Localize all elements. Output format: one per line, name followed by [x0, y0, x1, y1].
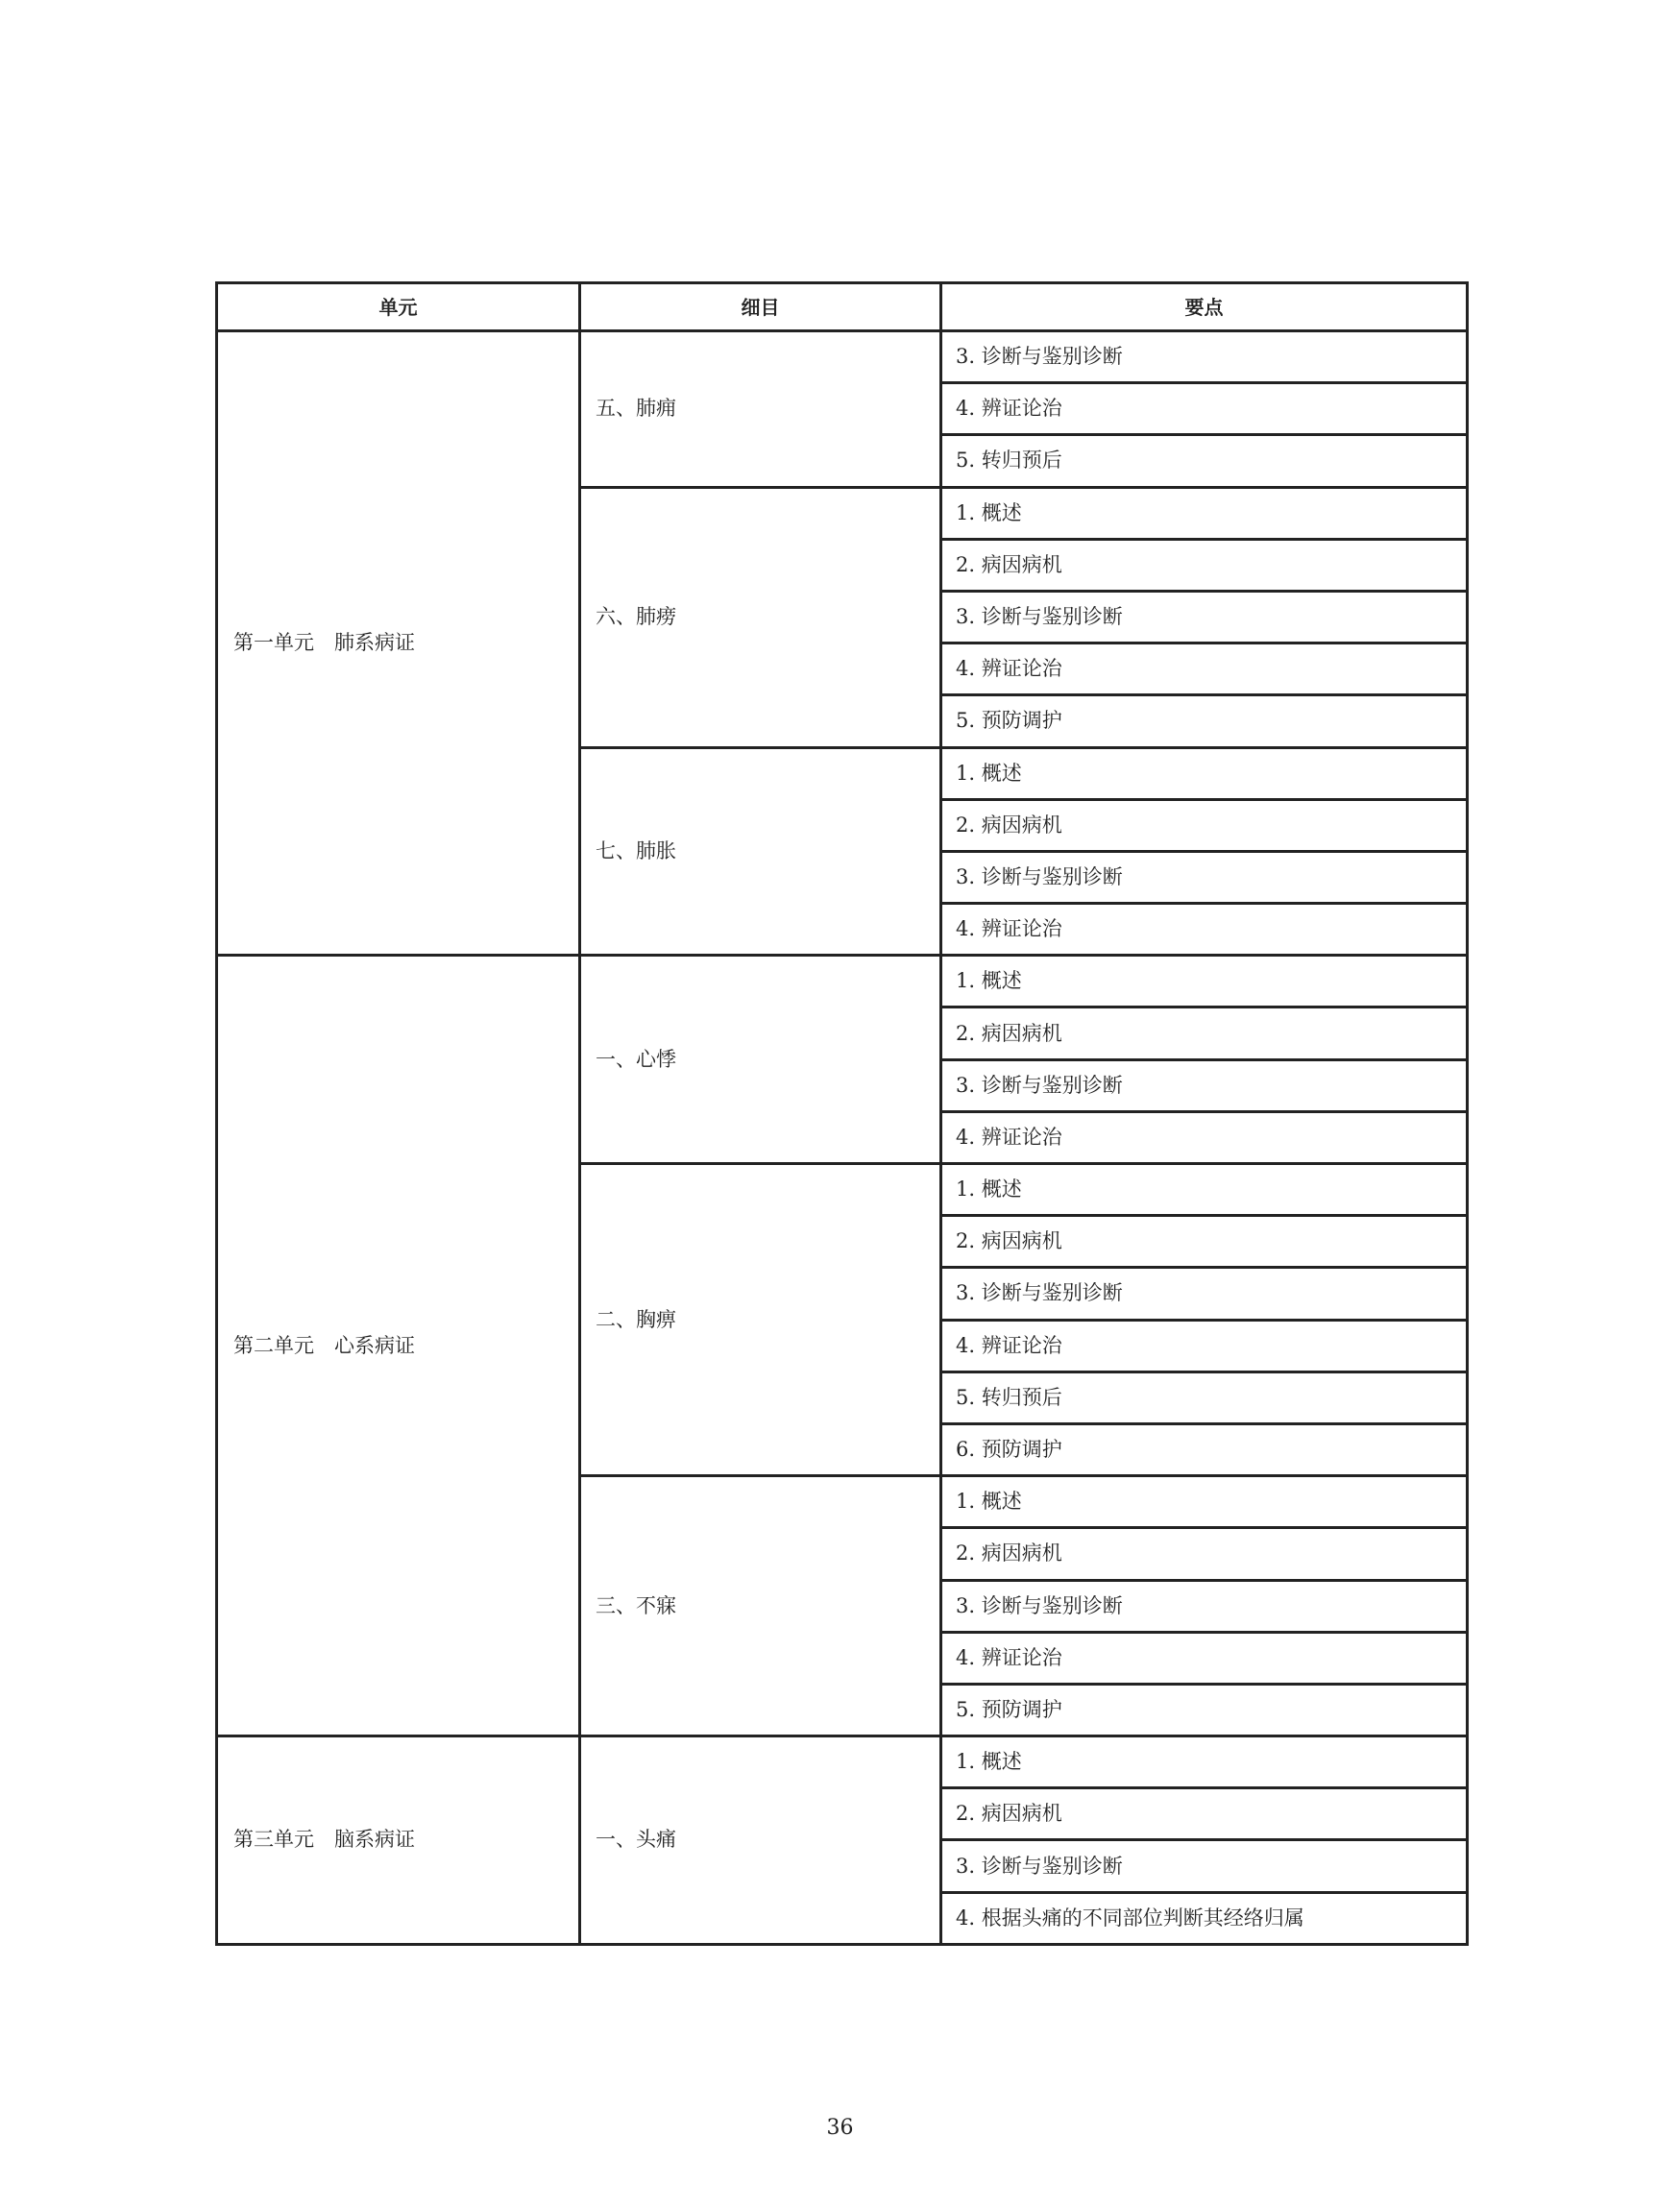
point-cell: 3. 诊断与鉴别诊断: [941, 851, 1468, 903]
point-cell: 2. 病因病机: [941, 539, 1468, 591]
item-cell: 二、胸痹: [580, 1164, 941, 1476]
header-unit: 单元: [217, 283, 580, 331]
syllabus-table: [215, 281, 1469, 1946]
unit-cell: 第一单元 肺系病证: [217, 331, 580, 956]
point-cell: 4. 辨证论治: [941, 1111, 1468, 1163]
point-cell: 5. 预防调护: [941, 695, 1468, 747]
item-cell: 七、肺胀: [580, 747, 941, 956]
point-cell: 1. 概述: [941, 1736, 1468, 1788]
point-cell: 2. 病因病机: [941, 1788, 1468, 1840]
header-item: 细目: [580, 283, 941, 331]
point-cell: 6. 预防调护: [941, 1423, 1468, 1475]
item-cell: 一、心悸: [580, 956, 941, 1164]
point-cell: 5. 转归预后: [941, 435, 1468, 487]
point-cell: 2. 病因病机: [941, 799, 1468, 851]
point-cell: 5. 转归预后: [941, 1372, 1468, 1423]
page-number: 36: [826, 2116, 854, 2140]
item-cell: 六、肺痨: [580, 487, 941, 747]
point-cell: 1. 概述: [941, 1476, 1468, 1528]
point-cell: 3. 诊断与鉴别诊断: [941, 1840, 1468, 1892]
unit-cell: 第三单元 脑系病证: [217, 1736, 580, 1945]
point-cell: 3. 诊断与鉴别诊断: [941, 1580, 1468, 1632]
point-cell: 3. 诊断与鉴别诊断: [941, 1059, 1468, 1111]
point-cell: 1. 概述: [941, 747, 1468, 799]
point-cell: 4. 辨证论治: [941, 383, 1468, 435]
item-cell: 三、不寐: [580, 1476, 941, 1736]
point-cell: 4. 根据头痛的不同部位判断其经络归属: [941, 1892, 1468, 1944]
header-points: 要点: [941, 283, 1468, 331]
table-row: [217, 1736, 1468, 1788]
point-cell: 4. 辨证论治: [941, 643, 1468, 695]
point-cell: 4. 辨证论治: [941, 1320, 1468, 1372]
table-row: [217, 331, 1468, 383]
point-cell: 3. 诊断与鉴别诊断: [941, 1268, 1468, 1320]
point-cell: 4. 辨证论治: [941, 904, 1468, 956]
point-cell: 2. 病因病机: [941, 1007, 1468, 1059]
point-cell: 2. 病因病机: [941, 1528, 1468, 1580]
point-cell: 1. 概述: [941, 956, 1468, 1007]
point-cell: 3. 诊断与鉴别诊断: [941, 591, 1468, 643]
item-cell: 一、头痛: [580, 1736, 941, 1945]
table-row: [217, 956, 1468, 1007]
point-cell: 1. 概述: [941, 1164, 1468, 1216]
point-cell: 3. 诊断与鉴别诊断: [941, 331, 1468, 383]
point-cell: 1. 概述: [941, 487, 1468, 539]
point-cell: 2. 病因病机: [941, 1216, 1468, 1268]
point-cell: 4. 辨证论治: [941, 1632, 1468, 1684]
table-header-row: [217, 283, 1468, 331]
point-cell: 5. 预防调护: [941, 1684, 1468, 1736]
unit-cell: 第二单元 心系病证: [217, 956, 580, 1736]
item-cell: 五、肺痈: [580, 331, 941, 488]
